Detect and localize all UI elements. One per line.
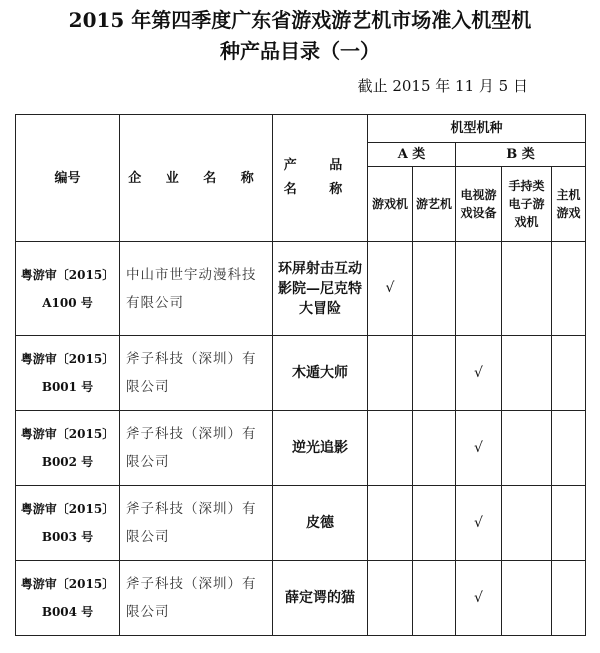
check-mark: √ bbox=[456, 486, 502, 561]
table-row bbox=[16, 561, 586, 636]
header-console-game: 主机游戏 bbox=[552, 167, 586, 242]
row-product: 木遁大师 bbox=[273, 336, 368, 411]
row-product: 逆光追影 bbox=[273, 411, 368, 486]
header-company: 企 业 名 称 bbox=[120, 115, 273, 242]
header-amusement-machine: 游艺机 bbox=[413, 167, 456, 242]
table-row bbox=[16, 486, 586, 561]
row-code: 粤游审〔2015〕 B001 号 bbox=[16, 336, 120, 411]
table-row bbox=[16, 242, 586, 336]
header-code: 编号 bbox=[16, 115, 120, 242]
check-mark: √ bbox=[456, 336, 502, 411]
row-product: 皮德 bbox=[273, 486, 368, 561]
check-mark: √ bbox=[368, 242, 413, 336]
check-mark: √ bbox=[456, 561, 502, 636]
row-code: 粤游审〔2015〕 B002 号 bbox=[16, 411, 120, 486]
header-game-machine: 游戏机 bbox=[368, 167, 413, 242]
page-title-line-1: 2015 年第四季度广东省游戏游艺机市场准入机型机 bbox=[68, 8, 532, 32]
header-handheld-game: 手持类电子游戏机 bbox=[502, 167, 552, 242]
header-product: 产 品 名 称 bbox=[273, 115, 368, 242]
row-code: 粤游审〔2015〕 B004 号 bbox=[16, 561, 120, 636]
cutoff-date: 截止 2015 年 11 月 5 日 bbox=[357, 77, 528, 95]
page-title-line-2: 种产品目录（一） bbox=[220, 39, 380, 63]
row-code: 粤游审〔2015〕 B003 号 bbox=[16, 486, 120, 561]
table-row bbox=[16, 336, 586, 411]
row-code: 粤游审〔2015〕 A100 号 bbox=[16, 242, 120, 336]
row-product: 薛定谔的猫 bbox=[273, 561, 368, 636]
table-row bbox=[16, 411, 586, 486]
row-company: 斧子科技（深圳）有 限公司 bbox=[120, 486, 273, 561]
header-machine-types: 机型机种 bbox=[368, 115, 586, 143]
row-company: 中山市世宇动漫科技 有限公司 bbox=[120, 242, 273, 336]
row-product: 环屏射击互动影院—尼克特大冒险 bbox=[273, 242, 368, 336]
check-mark: √ bbox=[456, 411, 502, 486]
row-company: 斧子科技（深圳）有 限公司 bbox=[120, 561, 273, 636]
header-tv-game-device: 电视游戏设备 bbox=[456, 167, 502, 242]
row-company: 斧子科技（深圳）有 限公司 bbox=[120, 336, 273, 411]
header-a-class: A 类 bbox=[368, 143, 456, 167]
row-company: 斧子科技（深圳）有 限公司 bbox=[120, 411, 273, 486]
header-b-class: B 类 bbox=[456, 143, 586, 167]
product-catalog-table bbox=[15, 114, 586, 636]
